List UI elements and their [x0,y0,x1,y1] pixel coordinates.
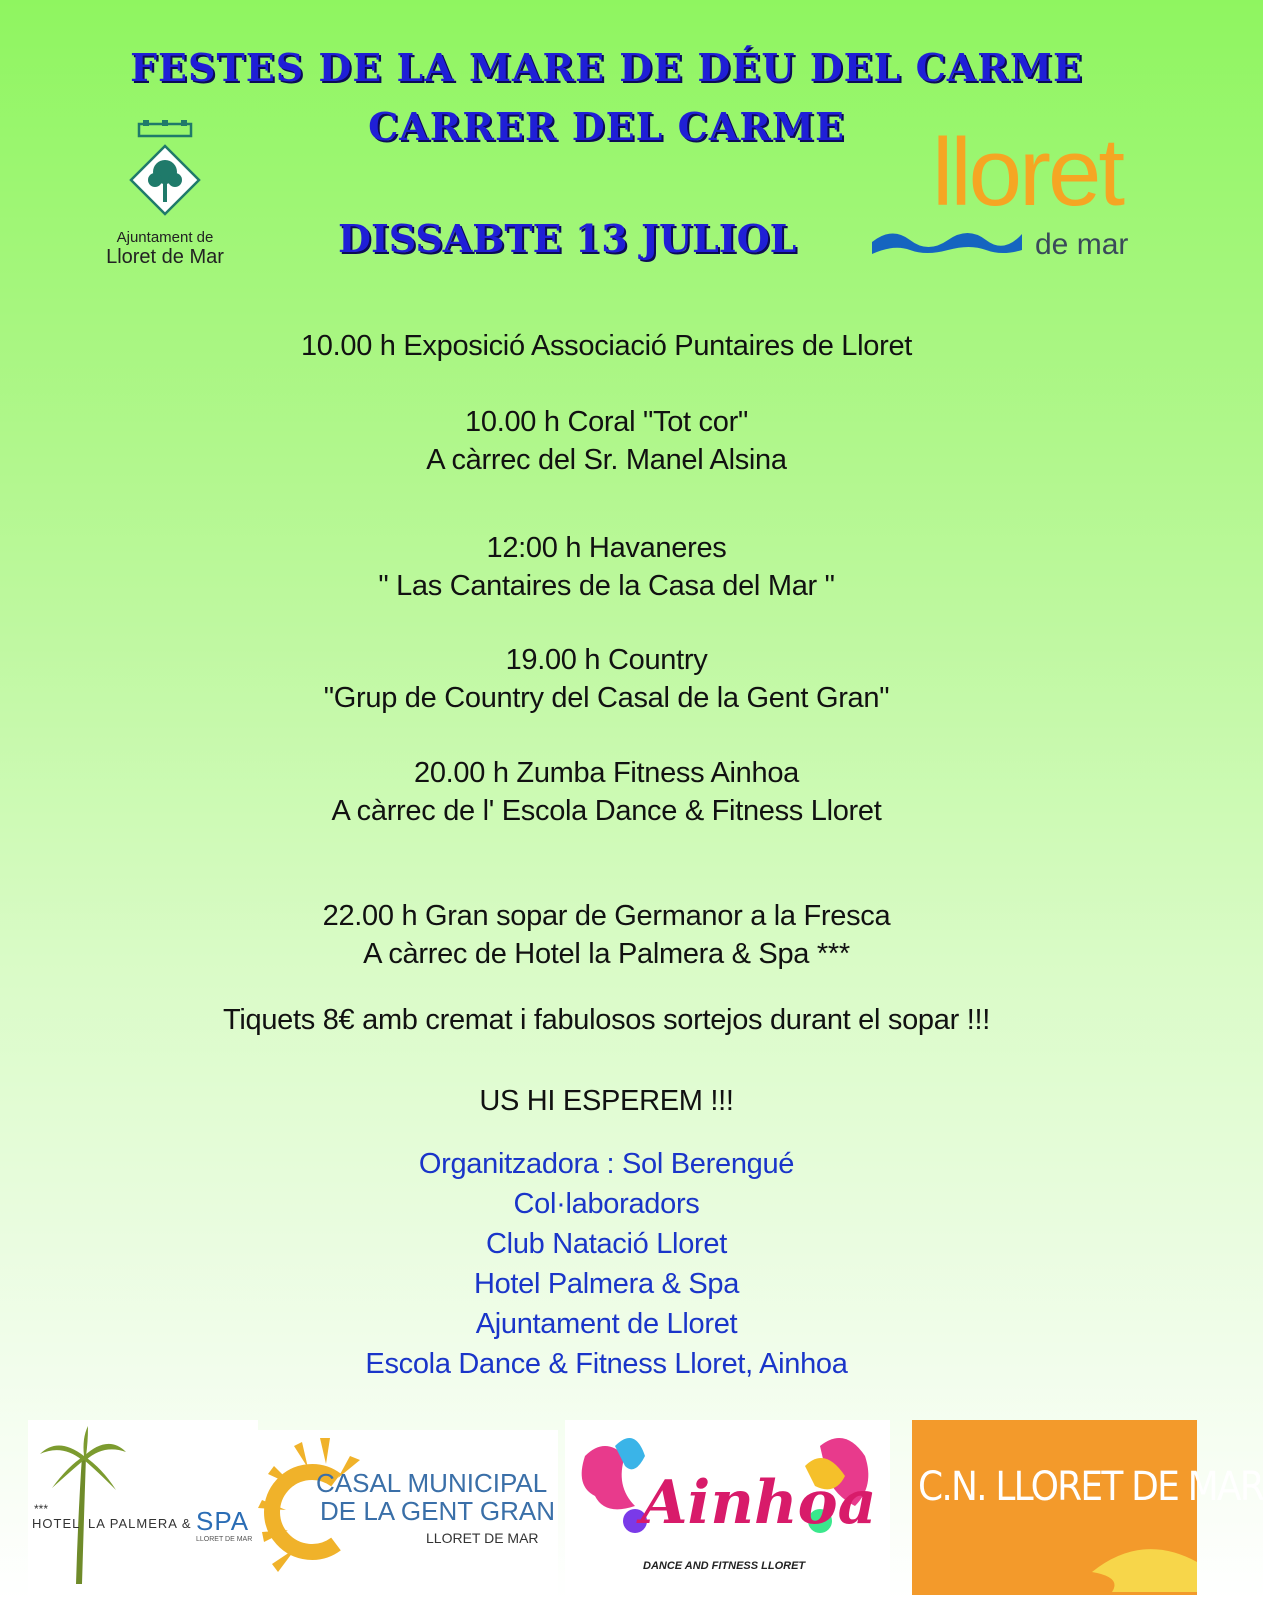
ajuntament-logo [90,120,240,269]
hotel-sub: LLORET DE MAR [196,1536,253,1543]
program-item: 10.00 h Coral "Tot cor" [465,406,748,438]
lloret-logo-word: lloret [932,119,1123,226]
ajuntament-label: Ajuntament de [116,229,214,246]
palm-tree-icon [38,1426,128,1586]
event-date: DISSABTE 13 JULIOL [338,216,797,261]
cn-name: C.N. LLORET DE MAR [918,1464,1263,1510]
hotel-stars: *** [34,1502,49,1516]
credit-line: Escola Dance & Fitness Lloret, Ainhoa [365,1348,848,1380]
wave-icon [912,1532,1197,1592]
casal-line3: LLORET DE MAR [426,1530,539,1546]
hotel-spa: SPA [196,1506,250,1536]
credit-line: Hotel Palmera & Spa [473,1268,740,1300]
cn-lloret-logo [912,1420,1263,1595]
hotel-word: HOTEL [32,1516,81,1531]
closing-note: US HI ESPEREM !!! [479,1085,734,1117]
program-item-detail: " Las Cantaires de la Casa del Mar " [378,570,835,602]
ainhoa-name: Ainhoa [641,1468,877,1538]
coat-of-arms-icon [125,120,205,220]
program-item-detail: A càrrec de Hotel la Palmera & Spa *** [363,938,850,970]
poster-title-line2: CARRER DEL CARME [368,104,845,149]
casal-line1: CASAL MUNICIPAL [316,1468,548,1498]
lloret-de-mar-logo [880,119,1170,270]
poster-title-line1: FESTES DE LA MARE DE DÉU DEL CARME [130,45,1083,90]
program-item: 10.00 h Exposició Associació Puntaires de Lloret [300,330,913,362]
program-item: 12:00 h Havaneres [486,532,727,564]
program-item: 22.00 h Gran sopar de Germanor a la Fresca [322,900,891,932]
tickets-note: Tiquets 8€ amb cremat i fabulosos sortejos durant el sopar !!! [223,1004,990,1036]
ainhoa-sub: DANCE AND FITNESS LLORET [643,1560,806,1572]
casal-municipal-logo [258,1430,558,1595]
program-item: 20.00 h Zumba Fitness Ainhoa [414,757,799,789]
lloret-logo-sub: de mar [1035,228,1129,261]
program-item-detail: A càrrec de l' Escola Dance & Fitness Lloret [331,795,882,827]
hotel-palmera-logo [28,1420,258,1595]
program-item: 19.00 h Country [505,644,708,676]
program-item-detail: "Grup de Country del Casal de la Gent Gran" [323,682,890,714]
ainhoa-logo [565,1420,890,1595]
credit-line: Organitzadora : Sol Berengué [418,1148,795,1180]
credit-line: Col·laboradors [513,1188,700,1220]
casal-line2: DE LA GENT GRAN [320,1496,556,1526]
credit-line: Ajuntament de Lloret [475,1308,738,1340]
program-item-detail: A càrrec del Sr. Manel Alsina [426,444,787,476]
hotel-name: LA PALMERA & [88,1516,192,1531]
credit-line: Club Natació Lloret [486,1228,727,1260]
ajuntament-town: Lloret de Mar [106,246,224,268]
sponsor-logos [0,1420,1263,1600]
